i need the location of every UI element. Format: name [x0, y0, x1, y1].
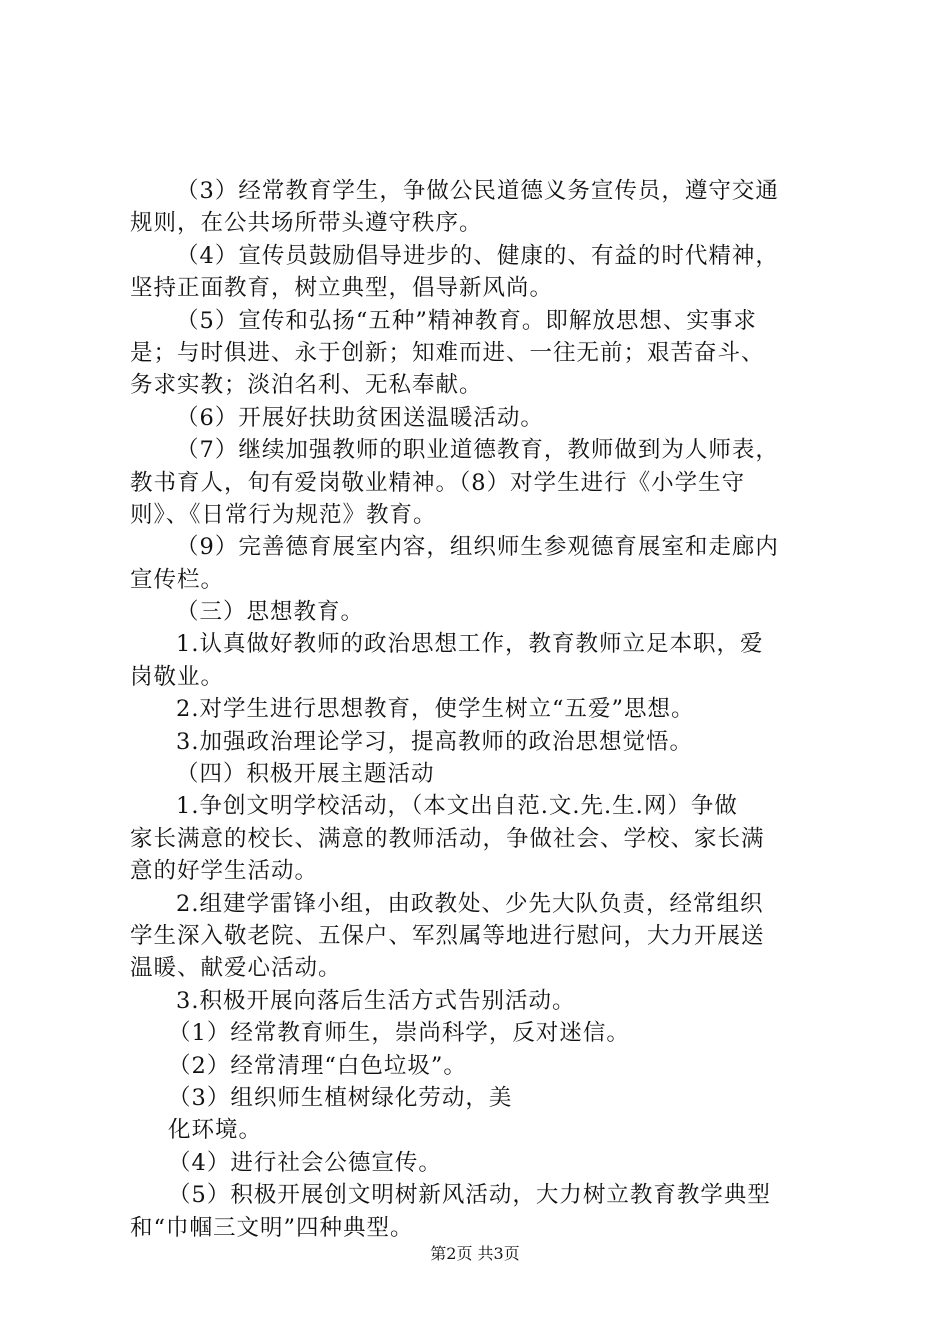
- paragraph-line: （5）宣传和弘扬“五种”精神教育。即解放思想、实事求: [176, 307, 757, 334]
- paragraph-line: （9）完善德育展室内容，组织师生参观德育展室和走廊内: [176, 534, 779, 561]
- paragraph-line: 家长满意的校长、满意的教师活动，争做社会、学校、家长满: [130, 825, 765, 852]
- section-heading: （三）思想教育。: [176, 599, 365, 626]
- document-body: [130, 175, 832, 1244]
- paragraph-line: 岗敬业。: [130, 663, 225, 690]
- page-number-footer: 第2页 共3页: [430, 1244, 520, 1263]
- paragraph-line: 规则，在公共场所带头遵守秩序。: [130, 210, 483, 237]
- paragraph-line: 和“巾帼三文明”四种典型。: [130, 1214, 414, 1241]
- paragraph-line: （1）经常教育师生，崇尚科学，反对迷信。: [168, 1020, 630, 1047]
- paragraph-line: 教书育人，旬有爱岗敬业精神。（8）对学生进行《小学生守: [130, 469, 746, 496]
- paragraph-line: 2.对学生进行思想教育，使学生树立“五爱”思想。: [176, 696, 695, 723]
- paragraph-line: （6）开展好扶助贫困送温暖活动。: [176, 404, 544, 431]
- paragraph-line: 化环境。: [168, 1117, 263, 1144]
- paragraph-line: 坚持正面教育，树立典型，倡导新风尚。: [130, 275, 554, 302]
- paragraph-line: 是；与时俱进、永于创新；知难而进、一往无前；艰苦奋斗、: [130, 339, 765, 366]
- paragraph-line: （5）积极开展创文明树新风活动，大力树立教育教学典型: [168, 1182, 771, 1209]
- paragraph-line: （7）继续加强教师的职业道德教育，教师做到为人师表，: [176, 437, 779, 464]
- paragraph-line: （4）宣传员鼓励倡导进步的、健康的、有益的时代精神，: [176, 242, 779, 269]
- paragraph-line: （3）经常教育学生，争做公民道德义务宣传员，遵守交通: [176, 178, 779, 204]
- paragraph-line: 3.加强政治理论学习，提高教师的政治思想觉悟。: [176, 728, 693, 755]
- paragraph-line: 1.认真做好教师的政治思想工作，教育教师立足本职，爱: [176, 631, 764, 658]
- paragraph-line: （4）进行社会公德宣传。: [168, 1149, 442, 1176]
- paragraph-line: 则》、《日常行为规范》教育。: [130, 501, 437, 528]
- paragraph-line: 温暖、献爱心活动。: [130, 955, 342, 982]
- paragraph-line: 宣传栏。: [130, 566, 225, 593]
- paragraph-line: 1.争创文明学校活动，（本文出自范.文.先.生.网）争做: [176, 793, 738, 820]
- paragraph-line: 务求实教；淡泊名利、无私奉献。: [130, 372, 483, 399]
- paragraph-line: 学生深入敬老院、五保户、军烈属等地进行慰问，大力开展送: [130, 922, 765, 949]
- section-heading: （四）积极开展主题活动: [176, 761, 435, 788]
- paragraph-line: 2.组建学雷锋小组，由政教处、少先大队负责，经常组织: [176, 890, 764, 917]
- paragraph-line: 意的好学生活动。: [130, 858, 319, 885]
- paragraph-line: （3）组织师生植树绿化劳动，美: [168, 1084, 513, 1111]
- paragraph-line: （2）经常清理“白色垃圾”。: [168, 1052, 467, 1079]
- paragraph-line: 3.积极开展向落后生活方式告别活动。: [176, 987, 576, 1014]
